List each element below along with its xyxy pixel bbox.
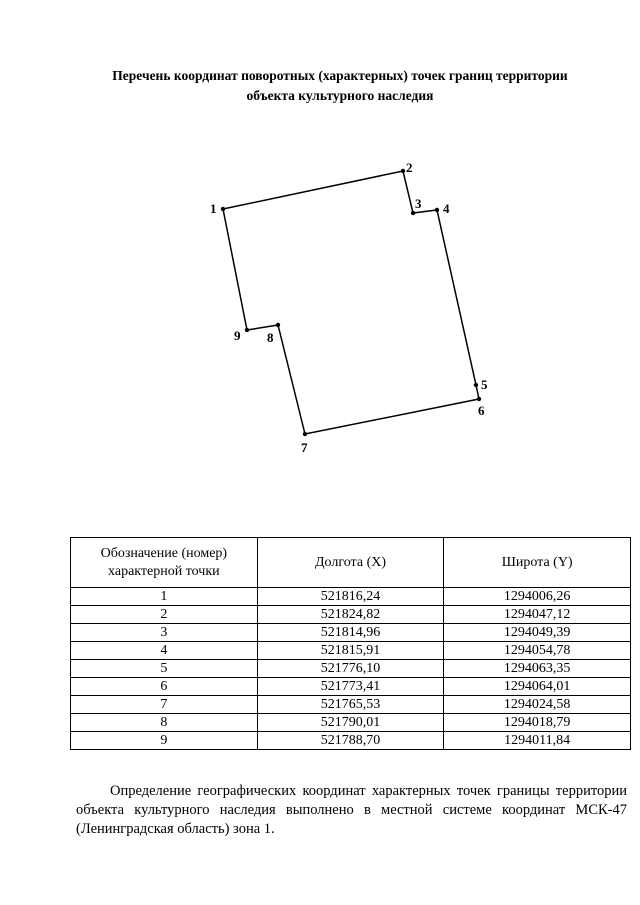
coordinate-system-note: Определение географических координат характерных точек границы территории объекта культурного наследия выполнено в местной системе координат МСК-47 (Ленинградская область) зона 1. — [76, 782, 627, 837]
vertex-label-7: 7 — [301, 440, 308, 455]
y-coordinate-cell: 1294063,35 — [444, 660, 631, 678]
vertex-label-4: 4 — [443, 201, 450, 216]
vertex-3 — [411, 211, 415, 215]
point-number-cell: 9 — [71, 732, 258, 750]
vertex-label-1: 1 — [210, 201, 217, 216]
vertex-label-2: 2 — [406, 160, 413, 175]
column-header-point: Обозначение (номер) характерной точки — [71, 538, 258, 588]
vertex-9 — [245, 328, 249, 332]
point-number-cell: 5 — [71, 660, 258, 678]
vertex-4 — [435, 208, 439, 212]
vertex-7 — [303, 432, 307, 436]
y-coordinate-cell: 1294018,79 — [444, 714, 631, 732]
point-number-cell: 4 — [71, 642, 258, 660]
document-title-line-1: Перечень координат поворотных (характерных) точек границ территории — [112, 68, 568, 83]
table-row — [71, 660, 631, 678]
x-coordinate-cell: 521788,70 — [257, 732, 444, 750]
point-number-cell: 8 — [71, 714, 258, 732]
table-row — [71, 696, 631, 714]
x-coordinate-cell: 521765,53 — [257, 696, 444, 714]
table-header-row — [71, 538, 631, 588]
table-row — [71, 678, 631, 696]
x-coordinate-cell: 521814,96 — [257, 624, 444, 642]
vertex-1 — [221, 207, 225, 211]
x-coordinate-cell: 521824,82 — [257, 606, 444, 624]
point-number-cell: 1 — [71, 588, 258, 606]
x-coordinate-cell: 521790,01 — [257, 714, 444, 732]
vertex-label-3: 3 — [415, 196, 422, 211]
point-number-cell: 6 — [71, 678, 258, 696]
table-row — [71, 732, 631, 750]
y-coordinate-cell: 1294064,01 — [444, 678, 631, 696]
point-number-cell: 7 — [71, 696, 258, 714]
x-coordinate-cell: 521816,24 — [257, 588, 444, 606]
x-coordinate-cell: 521776,10 — [257, 660, 444, 678]
point-number-cell: 3 — [71, 624, 258, 642]
vertex-label-8: 8 — [267, 330, 274, 345]
vertex-label-9: 9 — [234, 328, 241, 343]
x-coordinate-cell: 521815,91 — [257, 642, 444, 660]
vertex-labels — [210, 160, 488, 455]
vertex-label-6: 6 — [478, 403, 485, 418]
vertex-6 — [477, 397, 481, 401]
boundary-polygon — [223, 171, 479, 434]
table-row — [71, 642, 631, 660]
point-number-cell: 2 — [71, 606, 258, 624]
document-title-line-2: объекта культурного наследия — [246, 88, 434, 103]
column-header-y: Широта (Y) — [444, 538, 631, 588]
table-row — [71, 588, 631, 606]
x-coordinate-cell: 521773,41 — [257, 678, 444, 696]
y-coordinate-cell: 1294024,58 — [444, 696, 631, 714]
y-coordinate-cell: 1294049,39 — [444, 624, 631, 642]
table-row — [71, 624, 631, 642]
table-row — [71, 714, 631, 732]
y-coordinate-cell: 1294047,12 — [444, 606, 631, 624]
y-coordinate-cell: 1294006,26 — [444, 588, 631, 606]
coordinates-table — [70, 537, 631, 750]
column-header-x: Долгота (X) — [257, 538, 444, 588]
table-row — [71, 606, 631, 624]
y-coordinate-cell: 1294011,84 — [444, 732, 631, 750]
vertex-2 — [401, 169, 405, 173]
vertex-5 — [474, 383, 478, 387]
vertex-8 — [276, 323, 280, 327]
vertex-label-5: 5 — [481, 377, 488, 392]
y-coordinate-cell: 1294054,78 — [444, 642, 631, 660]
